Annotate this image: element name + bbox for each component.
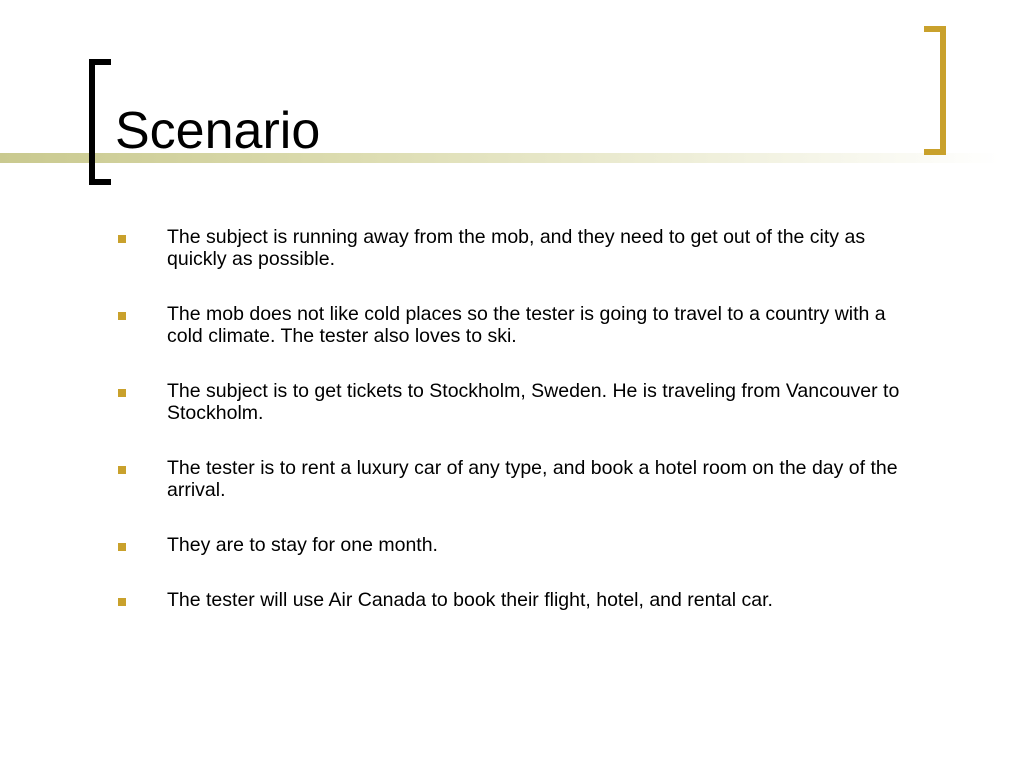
bullet-text: They are to stay for one month.	[167, 534, 438, 556]
right-bracket-decoration	[924, 26, 946, 155]
list-item	[118, 303, 918, 347]
bullet-list	[118, 226, 918, 611]
square-bullet-icon	[118, 312, 126, 320]
square-bullet-icon	[118, 598, 126, 606]
bullet-text: The subject is running away from the mob, and they need to get out of the city as quickly as possible.	[167, 226, 866, 270]
square-bullet-icon	[118, 466, 126, 474]
square-bullet-icon	[118, 235, 126, 243]
list-item	[118, 226, 918, 270]
square-bullet-icon	[118, 543, 126, 551]
square-bullet-icon	[118, 389, 126, 397]
bullet-text: The tester is to rent a luxury car of any type, and book a hotel room on the day of the arrival.	[167, 457, 898, 501]
bullet-text: The mob does not like cold places so the tester is going to travel to a country with a cold climate. The tester also loves to ski.	[167, 303, 886, 347]
left-bracket-decoration	[89, 59, 111, 185]
list-item	[118, 380, 918, 424]
slide-title: Scenario	[115, 102, 321, 160]
list-item	[118, 534, 918, 556]
list-item	[118, 589, 918, 611]
list-item	[118, 457, 918, 501]
bullet-text: The tester will use Air Canada to book their flight, hotel, and rental car.	[167, 589, 773, 611]
bullet-text: The subject is to get tickets to Stockholm, Sweden. He is traveling from Vancouver to Stockholm.	[167, 380, 900, 424]
